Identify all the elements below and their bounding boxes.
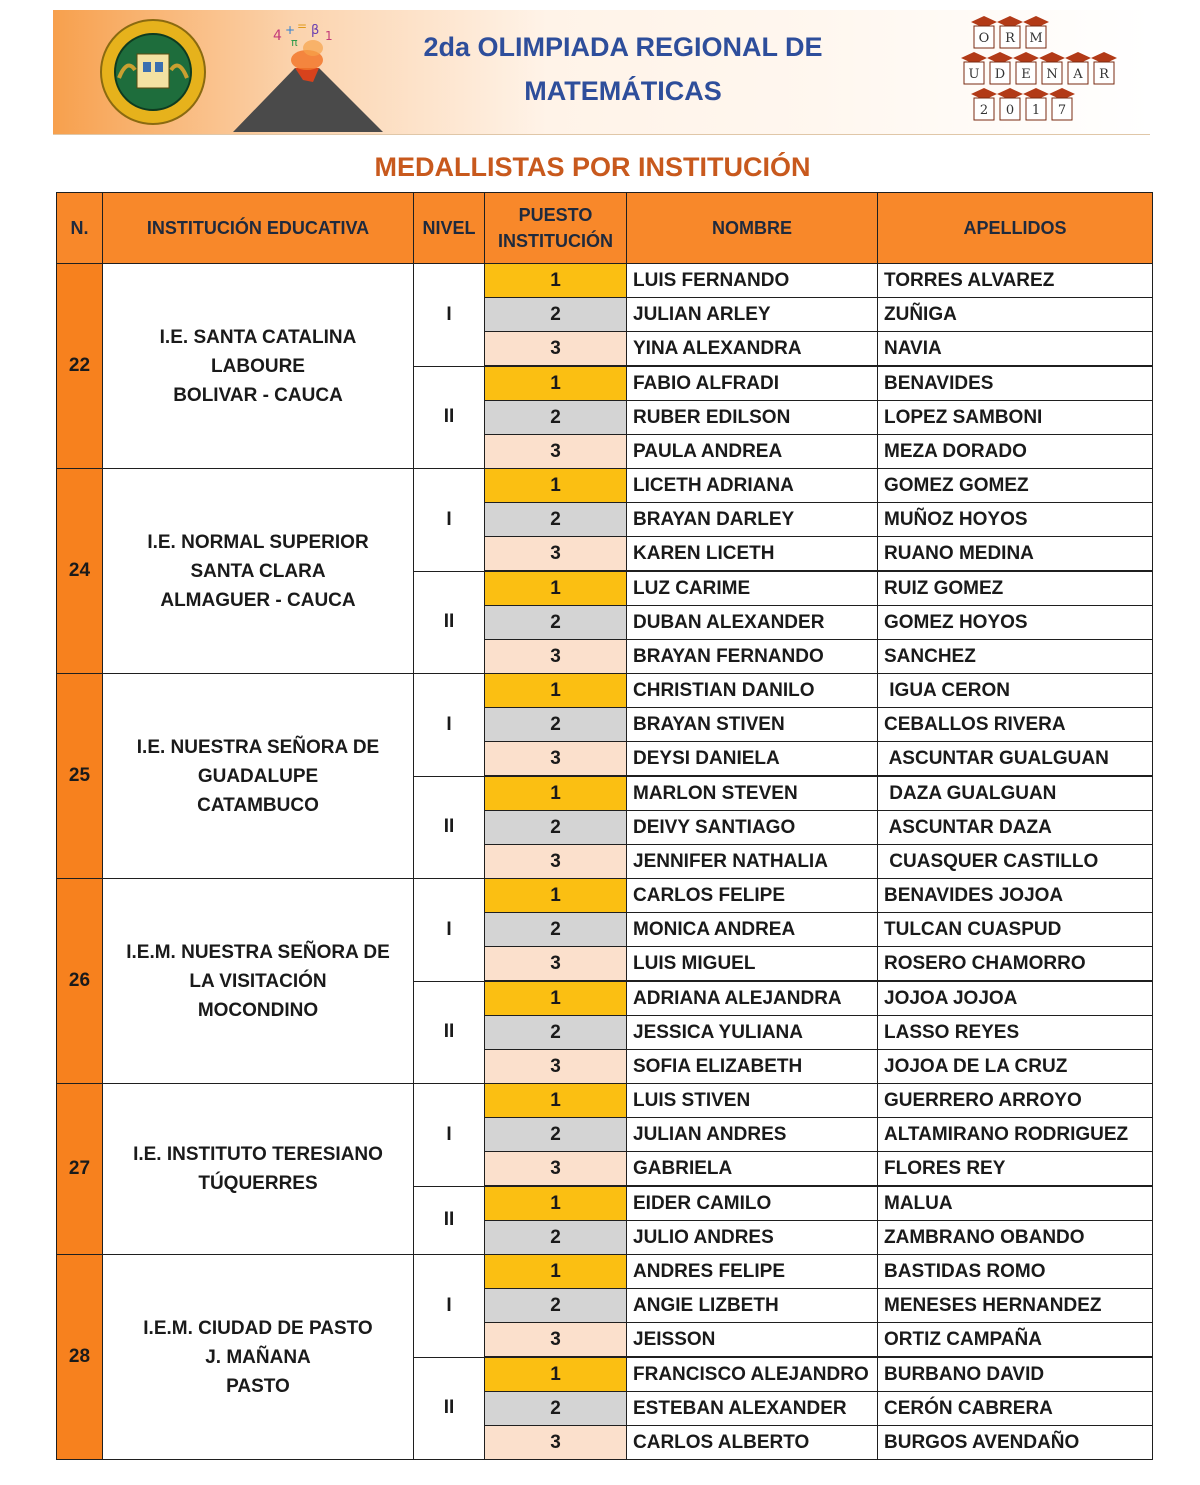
student-name: DEIVY SANTIAGO [627, 811, 878, 845]
position-cell: 3 [485, 845, 627, 879]
student-surname: CERÓN CABRERA [878, 1392, 1153, 1426]
position-cell: 3 [485, 1050, 627, 1084]
position-cell: 1 [485, 1357, 627, 1392]
student-name: SOFIA ELIZABETH [627, 1050, 878, 1084]
position-cell: 3 [485, 1426, 627, 1460]
institution-name-line: BOLIVAR - CAUCA [173, 384, 343, 406]
cube-letter [1091, 52, 1117, 84]
svg-text:O: O [978, 31, 990, 46]
student-name: CHRISTIAN DANILO [627, 674, 878, 708]
student-surname: RUIZ GOMEZ [878, 571, 1153, 606]
level-cell: I [414, 469, 485, 572]
cube-letter [987, 52, 1013, 84]
student-name: ANGIE LIZBETH [627, 1289, 878, 1323]
position-cell: 1 [485, 1186, 627, 1221]
cube-letter [1065, 52, 1091, 84]
student-surname: JOJOA DE LA CRUZ [878, 1050, 1153, 1084]
student-surname: BASTIDAS ROMO [878, 1255, 1153, 1289]
institution-name-line: I.E.M. CIUDAD DE PASTO [143, 1317, 373, 1339]
title-line-1: 2da OLIMPIADA REGIONAL DE [423, 32, 823, 62]
position-cell: 2 [485, 913, 627, 947]
table-row [57, 469, 1153, 503]
student-name: PAULA ANDREA [627, 435, 878, 469]
student-surname: ALTAMIRANO RODRIGUEZ [878, 1118, 1153, 1152]
student-name: JENNIFER NATHALIA [627, 845, 878, 879]
position-cell: 3 [485, 435, 627, 469]
svg-text:β: β [311, 23, 320, 38]
student-name: CARLOS ALBERTO [627, 1426, 878, 1460]
student-name: LUIS STIVEN [627, 1084, 878, 1118]
student-name: DUBAN ALEXANDER [627, 606, 878, 640]
student-surname: MALUA [878, 1186, 1153, 1221]
position-cell: 1 [485, 981, 627, 1016]
student-surname: MEZA DORADO [878, 435, 1153, 469]
position-cell: 1 [485, 1084, 627, 1118]
position-cell: 1 [485, 776, 627, 811]
institution-name [103, 1084, 414, 1255]
col-num: N. [57, 193, 103, 264]
svg-text:R: R [1099, 67, 1109, 82]
position-cell: 2 [485, 1016, 627, 1050]
cube-letter [1023, 88, 1049, 120]
institution-name [103, 674, 414, 879]
level-cell: II [414, 571, 485, 674]
university-seal-icon [99, 18, 207, 126]
cube-letter [971, 16, 997, 48]
position-cell: 2 [485, 401, 627, 435]
student-surname: TULCAN CUASPUD [878, 913, 1153, 947]
student-name: CARLOS FELIPE [627, 879, 878, 913]
student-name: JULIAN ARLEY [627, 298, 878, 332]
svg-text:D: D [994, 67, 1006, 82]
institution-name-line: J. MAÑANA [205, 1346, 311, 1368]
position-cell: 2 [485, 1221, 627, 1255]
student-surname: MENESES HERNANDEZ [878, 1289, 1153, 1323]
student-surname: BENAVIDES [878, 366, 1153, 401]
institution-number: 27 [57, 1084, 103, 1255]
position-cell: 1 [485, 264, 627, 298]
table-header-row [57, 193, 1153, 264]
position-cell: 1 [485, 674, 627, 708]
institution-name [103, 879, 414, 1084]
student-name: ESTEBAN ALEXANDER [627, 1392, 878, 1426]
position-cell: 2 [485, 811, 627, 845]
student-name: BRAYAN STIVEN [627, 708, 878, 742]
position-cell: 1 [485, 1255, 627, 1289]
level-cell: I [414, 879, 485, 982]
institution-name-line: TÚQUERRES [198, 1173, 318, 1194]
svg-text:1: 1 [1031, 103, 1041, 118]
student-surname: LASSO REYES [878, 1016, 1153, 1050]
level-cell: I [414, 674, 485, 777]
institution-name-line: I.E.M. NUESTRA SEÑORA DE [126, 941, 390, 963]
svg-text:=: = [297, 19, 308, 33]
position-cell: 3 [485, 1323, 627, 1358]
level-cell: II [414, 776, 485, 879]
cube-letter [997, 16, 1023, 48]
level-cell: I [414, 264, 485, 367]
svg-text:4: 4 [273, 28, 282, 44]
institution-name-line: SANTA CLARA [190, 560, 326, 582]
institution-number: 24 [57, 469, 103, 674]
institution-name-line: CATAMBUCO [197, 794, 319, 816]
level-cell: I [414, 1084, 485, 1187]
level-cell: II [414, 1357, 485, 1460]
col-position [485, 193, 627, 264]
student-surname: RUANO MEDINA [878, 537, 1153, 572]
student-surname: NAVIA [878, 332, 1153, 367]
institution-number: 28 [57, 1255, 103, 1460]
institution-number: 26 [57, 879, 103, 1084]
student-name: FABIO ALFRADI [627, 366, 878, 401]
student-surname: ZAMBRANO OBANDO [878, 1221, 1153, 1255]
student-surname: ASCUNTAR GUALGUAN [878, 742, 1153, 777]
institution-name [103, 264, 414, 469]
cube-letter [997, 88, 1023, 120]
cube-letter [1023, 16, 1049, 48]
position-cell: 2 [485, 1392, 627, 1426]
student-name: RUBER EDILSON [627, 401, 878, 435]
institution-name-line: I.E. NUESTRA SEÑORA DE [136, 736, 380, 758]
student-surname: ORTIZ CAMPAÑA [878, 1323, 1153, 1358]
student-name: FRANCISCO ALEJANDRO [627, 1357, 878, 1392]
institution-name-line: I.E. SANTA CATALINA [159, 326, 357, 348]
table-row [57, 1255, 1153, 1289]
header-banner [53, 10, 1150, 135]
student-surname: BURGOS AVENDAÑO [878, 1426, 1153, 1460]
svg-text:R: R [1005, 31, 1015, 46]
ormudenar-cubes-logo [921, 16, 1121, 132]
position-cell: 3 [485, 742, 627, 777]
svg-text:A: A [1073, 67, 1083, 82]
section-subtitle: MEDALLISTAS POR INSTITUCIÓN [374, 152, 811, 182]
student-surname: ASCUNTAR DAZA [878, 811, 1153, 845]
page-title [353, 25, 893, 113]
student-surname: TORRES ALVAREZ [878, 264, 1153, 298]
student-name: KAREN LICETH [627, 537, 878, 572]
svg-text:E: E [1021, 67, 1031, 82]
table-row [57, 879, 1153, 913]
student-surname: CUASQUER CASTILLO [878, 845, 1153, 879]
student-name: JESSICA YULIANA [627, 1016, 878, 1050]
student-name: MONICA ANDREA [627, 913, 878, 947]
student-surname: IGUA CERON [878, 674, 1153, 708]
level-cell: II [414, 981, 485, 1084]
cube-letter [1013, 52, 1039, 84]
svg-text:π: π [291, 36, 298, 49]
student-surname: BURBANO DAVID [878, 1357, 1153, 1392]
student-name: DEYSI DANIELA [627, 742, 878, 777]
institution-name-line: I.E. NORMAL SUPERIOR [147, 531, 369, 553]
student-name: JULIO ANDRES [627, 1221, 878, 1255]
student-surname: ROSERO CHAMORRO [878, 947, 1153, 982]
cube-letter [1049, 88, 1075, 120]
svg-text:U: U [968, 67, 980, 82]
position-cell: 2 [485, 1289, 627, 1323]
student-surname: BENAVIDES JOJOA [878, 879, 1153, 913]
col-level: NIVEL [414, 193, 485, 264]
col-institution: INSTITUCIÓN EDUCATIVA [103, 193, 414, 264]
institution-name-line: GUADALUPE [197, 765, 319, 787]
institution-number: 22 [57, 264, 103, 469]
position-cell: 2 [485, 298, 627, 332]
position-cell: 2 [485, 1118, 627, 1152]
institution-name [103, 469, 414, 674]
student-name: MARLON STEVEN [627, 776, 878, 811]
student-surname: FLORES REY [878, 1152, 1153, 1187]
student-name: ADRIANA ALEJANDRA [627, 981, 878, 1016]
position-cell: 3 [485, 947, 627, 982]
student-name: EIDER CAMILO [627, 1186, 878, 1221]
student-name: YINA ALEXANDRA [627, 332, 878, 367]
cube-letter [971, 88, 997, 120]
svg-text:N: N [1046, 67, 1058, 82]
title-line-2: MATEMÁTICAS [524, 76, 722, 106]
svg-text:2: 2 [979, 103, 989, 118]
position-cell: 1 [485, 366, 627, 401]
student-name: LUIS FERNANDO [627, 264, 878, 298]
institution-name-line: LABOURE [211, 355, 305, 377]
institution-name [103, 1255, 414, 1460]
institution-name-line: PASTO [226, 1375, 290, 1397]
student-surname: DAZA GUALGUAN [878, 776, 1153, 811]
col-position-line-2: INSTITUCIÓN [498, 231, 613, 251]
cube-letter [1039, 52, 1065, 84]
table-row [57, 264, 1153, 298]
institution-name-line: ALMAGUER - CAUCA [160, 589, 356, 611]
position-cell: 2 [485, 503, 627, 537]
student-name: JULIAN ANDRES [627, 1118, 878, 1152]
student-surname: MUÑOZ HOYOS [878, 503, 1153, 537]
position-cell: 3 [485, 332, 627, 367]
medalists-table [56, 192, 1153, 1460]
student-surname: ZUÑIGA [878, 298, 1153, 332]
student-surname: GOMEZ HOYOS [878, 606, 1153, 640]
institution-number: 25 [57, 674, 103, 879]
col-position-line-1: PUESTO [518, 205, 593, 225]
table-row [57, 1084, 1153, 1118]
position-cell: 1 [485, 879, 627, 913]
level-cell: II [414, 366, 485, 469]
student-name: GABRIELA [627, 1152, 878, 1187]
student-surname: GOMEZ GOMEZ [878, 469, 1153, 503]
student-name: JEISSON [627, 1323, 878, 1358]
table-row [57, 674, 1153, 708]
institution-name-line: MOCONDINO [197, 999, 319, 1021]
student-surname: LOPEZ SAMBONI [878, 401, 1153, 435]
position-cell: 2 [485, 606, 627, 640]
student-name: LUIS MIGUEL [627, 947, 878, 982]
student-surname: SANCHEZ [878, 640, 1153, 674]
col-name: NOMBRE [627, 193, 878, 264]
student-name: BRAYAN DARLEY [627, 503, 878, 537]
student-surname: GUERRERO ARROYO [878, 1084, 1153, 1118]
svg-text:M: M [1029, 31, 1043, 46]
cube-letter [961, 52, 987, 84]
position-cell: 1 [485, 469, 627, 503]
position-cell: 2 [485, 708, 627, 742]
svg-text:+: + [285, 23, 296, 37]
position-cell: 3 [485, 537, 627, 572]
table-body [57, 264, 1153, 1460]
institution-name-line: LA VISITACIÓN [189, 970, 327, 992]
position-cell: 3 [485, 1152, 627, 1187]
col-surname: APELLIDOS [878, 193, 1153, 264]
student-surname: JOJOA JOJOA [878, 981, 1153, 1016]
student-name: LUZ CARIME [627, 571, 878, 606]
level-cell: I [414, 1255, 485, 1358]
svg-text:0: 0 [1005, 103, 1015, 118]
student-name: BRAYAN FERNANDO [627, 640, 878, 674]
position-cell: 3 [485, 640, 627, 674]
institution-name-line: I.E. INSTITUTO TERESIANO [133, 1144, 383, 1165]
level-cell: II [414, 1186, 485, 1255]
student-name: LICETH ADRIANA [627, 469, 878, 503]
student-name: ANDRES FELIPE [627, 1255, 878, 1289]
svg-text:1: 1 [325, 29, 333, 43]
position-cell: 1 [485, 571, 627, 606]
svg-text:7: 7 [1057, 103, 1067, 118]
student-surname: CEBALLOS RIVERA [878, 708, 1153, 742]
